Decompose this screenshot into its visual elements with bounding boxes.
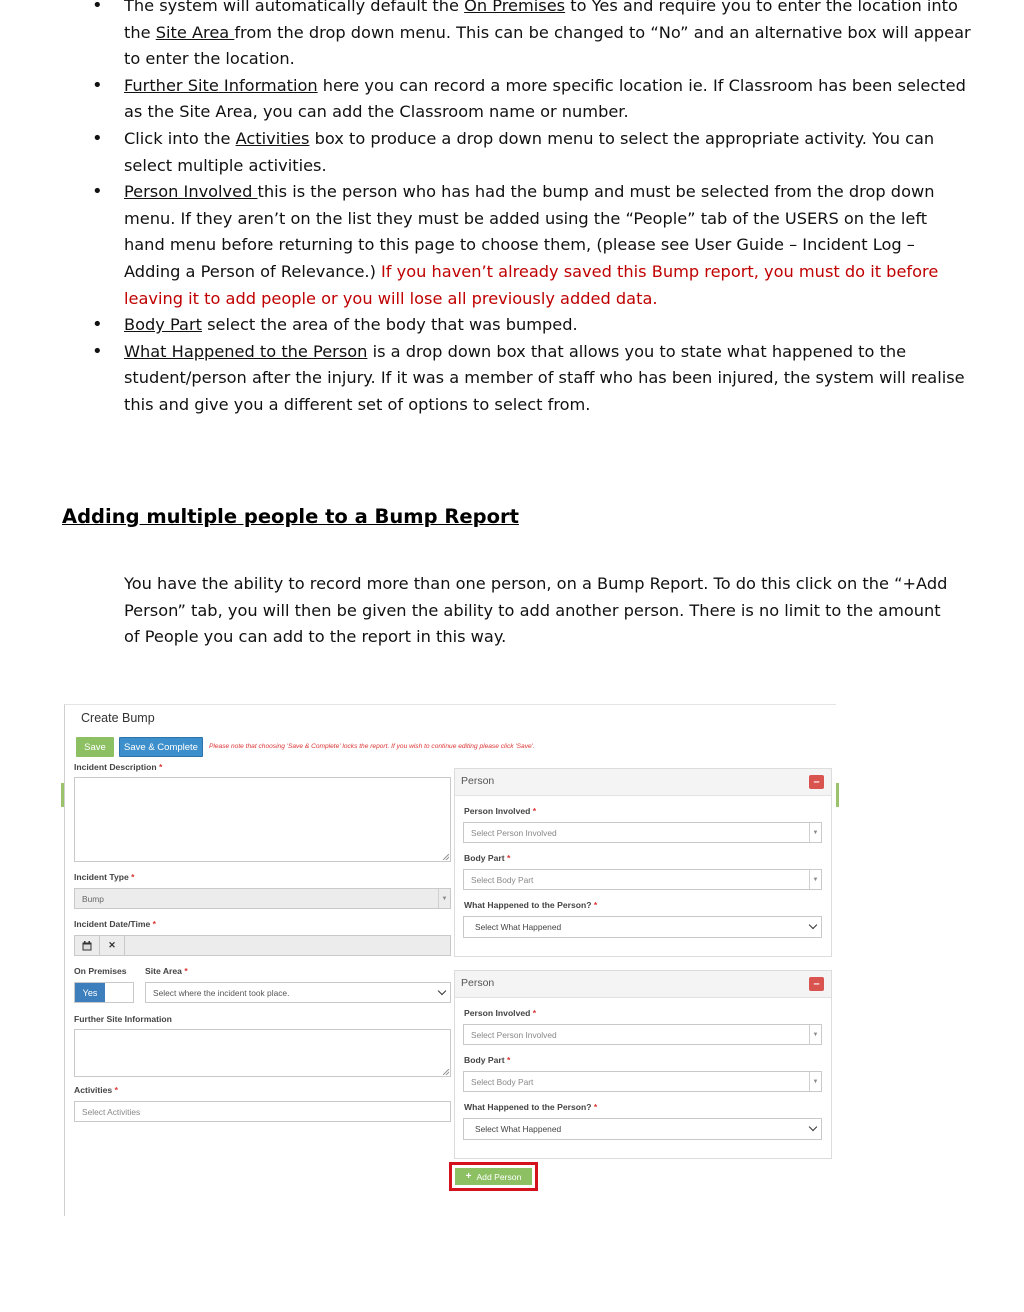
caret-down-icon: ▼	[809, 1025, 821, 1044]
incident-type-select[interactable]: Bump ▼	[74, 888, 451, 909]
save-button[interactable]: Save	[76, 737, 114, 757]
incident-type-label: Incident Type *	[74, 872, 135, 882]
add-person-highlight	[449, 1162, 538, 1191]
bullet-list	[92, 0, 972, 419]
instruction-paragraph: You have the ability to record more than one person, on a Bump Report. To do this click on the “+Add Person” tab, you will then be given the ability to add another person. There is no limit to the amount of People you can add to the report in this way.	[124, 574, 948, 647]
activities-field[interactable]: Select Activities	[74, 1101, 451, 1122]
incident-datetime-label: Incident Date/Time *	[74, 919, 156, 929]
incident-description-label: Incident Description *	[74, 762, 163, 772]
person-involved-select[interactable]: Select Person Involved ▼	[463, 822, 822, 843]
chevron-down-icon	[809, 1123, 817, 1131]
site-area-label: Site Area *	[145, 966, 188, 976]
bullet-activities: • Click into the Activities box to produce a drop down menu to select the appropriate activity. You can select multiple activities.	[92, 126, 972, 179]
further-site-label: Further Site Information	[74, 1014, 172, 1024]
page-title: Create Bump	[81, 711, 155, 725]
incident-datetime-field[interactable]	[74, 935, 451, 956]
on-premises-toggle[interactable]	[74, 982, 134, 1003]
calendar-icon[interactable]	[75, 936, 100, 955]
bullet-further-site: • Further Site Information here you can record a more specific location ie. If Classroom has been selected as the Site Area, you can add the Classroom name or number.	[92, 73, 972, 126]
body-part-label: Body Part *	[464, 1055, 511, 1065]
caret-down-icon: ▼	[809, 823, 821, 842]
what-happened-select[interactable]: Select What Happened	[463, 1118, 822, 1140]
section-heading: Adding multiple people to a Bump Report	[62, 505, 519, 528]
on-premises-label: On Premises	[74, 966, 127, 976]
on-premises-yes[interactable]: Yes	[75, 983, 105, 1002]
chevron-down-icon	[438, 986, 446, 994]
person-panel	[454, 970, 832, 1159]
resize-handle-icon[interactable]	[443, 854, 449, 860]
person-panel-title: Person	[461, 775, 495, 787]
person-panel-title: Person	[461, 977, 495, 989]
bullet-body-part: • Body Part select the area of the body that was bumped.	[92, 312, 972, 339]
chevron-down-icon	[809, 921, 817, 929]
body-part-label: Body Part *	[464, 853, 511, 863]
save-complete-button[interactable]: Save & Complete	[119, 737, 203, 757]
incident-description-field[interactable]	[74, 777, 451, 862]
caret-down-icon: ▼	[809, 1072, 821, 1091]
site-area-select[interactable]: Select where the incident took place.	[145, 982, 451, 1003]
caret-down-icon: ▼	[438, 889, 450, 908]
person-panel	[454, 768, 832, 957]
edge-marker	[836, 783, 839, 807]
what-happened-label: What Happened to the Person? *	[464, 1102, 598, 1112]
person-panel-header	[455, 769, 831, 796]
further-site-field[interactable]	[74, 1029, 451, 1077]
add-person-button[interactable]: + Add Person	[455, 1168, 532, 1185]
save-warning: Please note that choosing 'Save & Complete' locks the report. If you wish to continue editing please click 'Save'.	[209, 743, 535, 750]
bullet-what-happened: • What Happened to the Person is a drop down box that allows you to state what happened to the student/person after the injury. If it was a member of staff who has been injured, the system will realise this and give you a different set of options to select from.	[92, 339, 972, 419]
bullet-on-premises: • The system will automatically default the On Premises to Yes and require you to enter the location into the Site Area from the drop down menu. This can be changed to “No” and an alternative box will appear to enter the location.	[92, 0, 972, 73]
person-involved-label: Person Involved *	[464, 1008, 537, 1018]
person-involved-label: Person Involved *	[464, 806, 537, 816]
caret-down-icon: ▼	[809, 870, 821, 889]
activities-label: Activities *	[74, 1085, 118, 1095]
body-part-select[interactable]: Select Body Part ▼	[463, 869, 822, 890]
create-bump-screenshot	[64, 704, 836, 1216]
what-happened-label: What Happened to the Person? *	[464, 900, 598, 910]
person-involved-select[interactable]: Select Person Involved ▼	[463, 1024, 822, 1045]
resize-handle-icon[interactable]	[443, 1069, 449, 1075]
what-happened-select[interactable]: Select What Happened	[463, 916, 822, 938]
person-panel-header	[455, 971, 831, 998]
edge-marker	[61, 783, 64, 807]
plus-icon: +	[465, 1171, 472, 1182]
clear-icon[interactable]: ✕	[100, 936, 125, 955]
minus-icon[interactable]: –	[809, 775, 824, 789]
bullet-person-involved: • Person Involved this is the person who has had the bump and must be selected from the drop down menu. If they aren’t on the list they must be added using the “People” tab of the USERS on the left hand menu before returning to this page to choose them, (please see User Guide – Incident Log – Adding a Person of Relevance.) If you haven’t already saved this Bump report, you must do it before leaving it to add people or you will lose all previously added data.	[92, 179, 972, 312]
body-part-select[interactable]: Select Body Part ▼	[463, 1071, 822, 1092]
minus-icon[interactable]: –	[809, 977, 824, 991]
